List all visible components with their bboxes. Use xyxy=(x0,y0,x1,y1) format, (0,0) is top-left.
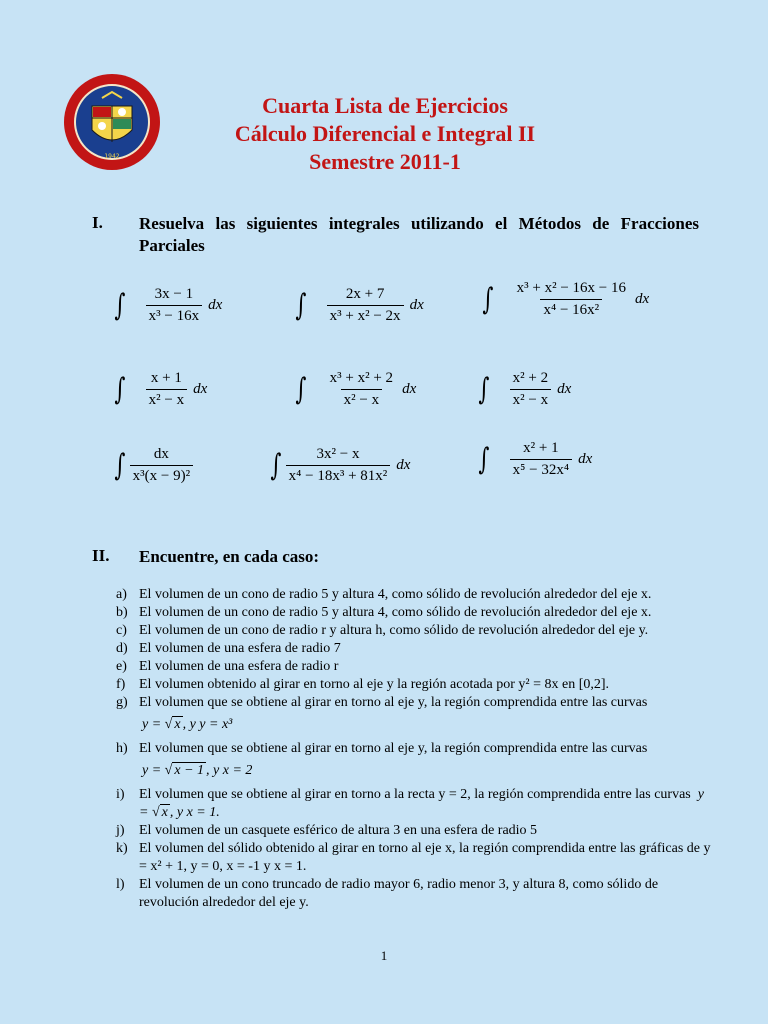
integral-numerator: dx xyxy=(153,446,169,462)
integral-denominator: x³(x − 9)² xyxy=(130,465,193,485)
integral-numerator: x² + 2 xyxy=(512,370,549,386)
list-item: a) El volumen de un cono de radio 5 y altura 4, como sólido de revolución alrededor del eje x. xyxy=(116,587,652,602)
integral-denominator: x⁴ − 18x³ + 81x² xyxy=(286,465,391,485)
list-item: k) El volumen del sólido obtenido al girar en torno al eje x, la región comprendida entre las gráficas de y = x² + 1, y = 0, x = -1 y x = 1. xyxy=(116,841,711,874)
integral-numerator: x² + 1 xyxy=(523,440,559,456)
integral-sign-icon: ∫ xyxy=(478,441,490,477)
section-1-instructions: Resuelva las siguientes integrales utilizando el Métodos de Fracciones Parciales xyxy=(139,214,699,255)
integral-denominator: x⁴ − 16x² xyxy=(540,299,602,319)
integral-sign-icon: ∫ xyxy=(295,287,307,323)
page-number: 1 xyxy=(380,948,388,963)
integral-denominator: x² − x xyxy=(341,389,382,409)
dx-label: dx xyxy=(409,297,424,313)
dx-label: dx xyxy=(635,291,650,307)
integral-sign-icon: ∫ xyxy=(114,371,126,407)
list-item: l) El volumen de un cono truncado de radio mayor 6, radio menor 3, y altura 8, como sólido de revolución alrededor del eje y. xyxy=(116,877,659,910)
integral-sign-icon: ∫ xyxy=(295,371,307,407)
section-2-numeral: II. xyxy=(92,546,110,565)
integral-2 xyxy=(293,286,424,325)
integral-numerator: x + 1 xyxy=(150,370,182,386)
list-item: g) El volumen que se obtiene al girar en torno al eje y, la región comprendida entre las curvas xyxy=(116,695,648,710)
integral-numerator: 3x² − x xyxy=(316,446,360,462)
integral-7 xyxy=(112,446,197,485)
dx-label: dx xyxy=(402,381,417,397)
integral-denominator: x³ + x² − 2x xyxy=(327,305,404,325)
list-item: h) El volumen que se obtiene al girar en torno al eje y, la región comprendida entre las curvas xyxy=(116,741,648,756)
integral-sign-icon: ∫ xyxy=(114,287,126,323)
integral-denominator: x² − x xyxy=(510,389,551,409)
integral-denominator: x⁵ − 32x⁴ xyxy=(510,459,572,479)
list-item: e) El volumen de una esfera de radio r xyxy=(116,659,339,674)
integral-sign-icon: ∫ xyxy=(270,447,282,483)
integral-denominator: x² − x xyxy=(146,389,187,409)
integral-numerator: x³ + x² + 2 xyxy=(329,370,394,386)
title-line-3: Semestre 2011-1 xyxy=(309,149,461,174)
title-line-2: Cálculo Diferencial e Integral II xyxy=(234,121,536,146)
integral-sign-icon: ∫ xyxy=(478,371,490,407)
integral-sign-icon: ∫ xyxy=(114,447,126,483)
svg-text:1942: 1942 xyxy=(104,153,120,160)
integral-9 xyxy=(476,440,592,479)
formula-g: y = √ x , y y = x³ xyxy=(142,717,233,732)
integral-4 xyxy=(112,370,207,409)
integral-sign-icon: ∫ xyxy=(482,281,494,317)
formula-h: y = √ x − 1 , y x = 2 xyxy=(142,763,253,778)
university-seal-icon xyxy=(62,72,162,172)
dx-label: dx xyxy=(193,381,208,397)
document-title xyxy=(180,92,590,176)
dx-label: dx xyxy=(557,381,572,397)
list-item: j) El volumen de un casquete esférico de altura 3 en una esfera de radio 5 xyxy=(116,823,538,838)
list-item: i) El volumen que se obtiene al girar en torno a la recta y = 2, la región comprendida entre las curvas y = √ x , y x = 1. xyxy=(116,787,704,820)
integral-numerator: 3x − 1 xyxy=(154,286,194,302)
title-line-1: Cuarta Lista de Ejercicios xyxy=(262,93,508,118)
integral-8 xyxy=(268,446,410,485)
dx-label: dx xyxy=(578,451,593,467)
integral-denominator: x³ − 16x xyxy=(146,305,202,325)
integral-6 xyxy=(476,370,571,409)
list-item: f) El volumen obtenido al girar en torno al eje y la región acotada por y² = 8x en [0,2]. xyxy=(116,677,610,692)
section-1-numeral: I. xyxy=(92,213,103,232)
dx-label: dx xyxy=(396,457,411,473)
integral-5 xyxy=(293,370,416,409)
list-item: c) El volumen de un cono de radio r y altura h, como sólido de revolución alrededor del eje y. xyxy=(116,623,649,638)
list-item: d) El volumen de una esfera de radio 7 xyxy=(116,641,341,656)
exercise-list xyxy=(116,586,716,912)
integral-3 xyxy=(480,280,649,319)
section-2-instructions: Encuentre, en cada caso: xyxy=(139,547,320,566)
integral-numerator: x³ + x² − 16x − 16 xyxy=(516,280,627,296)
integral-numerator: 2x + 7 xyxy=(345,286,385,302)
integral-1 xyxy=(112,286,222,325)
list-item: b) El volumen de un cono de radio 5 y altura 4, como sólido de revolución alrededor del eje x. xyxy=(116,605,652,620)
dx-label: dx xyxy=(208,297,223,313)
